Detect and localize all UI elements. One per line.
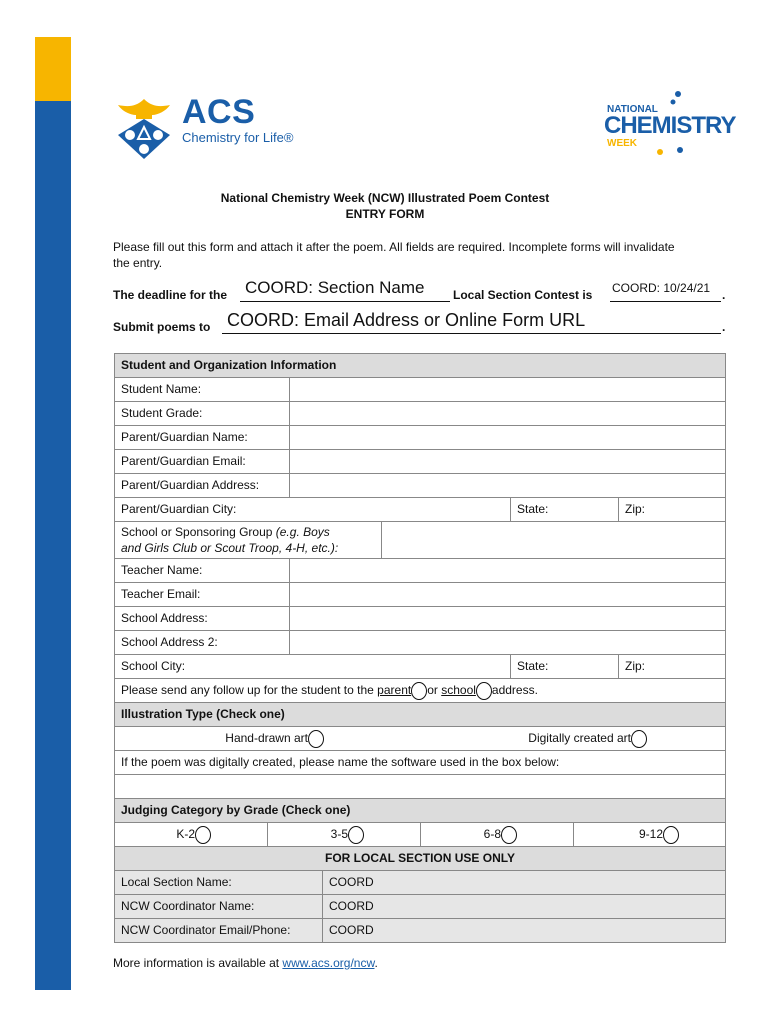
- row-school-group: [115, 522, 725, 559]
- deadline-section-underline: [240, 301, 450, 302]
- blue-stripe: [35, 101, 71, 990]
- parent-zip-input[interactable]: Zip:: [625, 502, 646, 516]
- row-local-section-name: [115, 871, 725, 895]
- local-section-header-label: FOR LOCAL SECTION USE ONLY: [324, 851, 516, 865]
- student-name-label: Student Name:: [121, 382, 202, 396]
- row-parent-city: [115, 498, 725, 522]
- form-title: [0, 190, 770, 222]
- coordinator-name-value[interactable]: COORD: [323, 895, 725, 918]
- parent-name-input[interactable]: [290, 426, 725, 449]
- school-group-input[interactable]: [382, 522, 725, 558]
- student-info-header: [115, 354, 725, 378]
- followup-school-radio[interactable]: [476, 682, 492, 700]
- row-software-prompt: [115, 751, 725, 775]
- yellow-stripe: [35, 37, 71, 101]
- followup-text: Please send any follow up for the student to the parent or school address.: [115, 679, 725, 702]
- software-input[interactable]: [115, 775, 725, 798]
- row-illustration-type: [115, 727, 725, 751]
- student-name-input[interactable]: [290, 378, 725, 401]
- parent-email-label: Parent/Guardian Email:: [121, 454, 246, 468]
- submit-destination-field[interactable]: COORD: Email Address or Online Form URL: [227, 310, 586, 330]
- row-coordinator-name: [115, 895, 725, 919]
- acs-emblem-icon: [112, 97, 176, 161]
- deadline-date-underline: [610, 301, 721, 302]
- local-section-header: [115, 847, 725, 871]
- teacher-email-input[interactable]: [290, 583, 725, 606]
- acs-ncw-link[interactable]: www.acs.org/ncw: [282, 956, 375, 970]
- submit-prefix: Submit poems to: [113, 320, 211, 334]
- instructions-text: Please fill out this form and attach it after the poem. All fields are required. Incomplete forms will invalidate the entry.: [113, 240, 675, 270]
- school-address2-label: School Address 2:: [121, 635, 218, 649]
- school-city-input[interactable]: School City:: [121, 659, 186, 673]
- student-grade-input[interactable]: [290, 402, 725, 425]
- acs-tagline: Chemistry for Life®: [182, 130, 294, 145]
- teacher-name-input[interactable]: [290, 559, 725, 582]
- row-teacher-email: [115, 583, 725, 607]
- row-school-city: [115, 655, 725, 679]
- coordinator-contact-label: NCW Coordinator Email/Phone:: [115, 919, 322, 942]
- parent-name-label: Parent/Guardian Name:: [121, 430, 248, 444]
- row-software-input: [115, 775, 725, 799]
- entry-table: [114, 353, 726, 943]
- coordinator-name-label: NCW Coordinator Name:: [115, 895, 322, 918]
- row-coordinator-contact: [115, 919, 725, 942]
- grade-option-9-12[interactable]: 9-12: [574, 823, 725, 846]
- ncw-week-text: WEEK: [607, 138, 637, 149]
- footer-text: More information is available at www.acs.org/ncw.: [113, 956, 378, 970]
- deadline-suffix: .: [722, 288, 726, 302]
- teacher-email-label: Teacher Email:: [121, 587, 201, 601]
- software-prompt: If the poem was digitally created, please name the software used in the box below:: [121, 755, 560, 769]
- ncw-logo: [604, 90, 734, 160]
- submit-underline: [222, 333, 721, 334]
- row-school-address: [115, 607, 725, 631]
- deadline-middle: Local Section Contest is: [453, 288, 593, 302]
- school-address2-input[interactable]: [290, 631, 725, 654]
- grade-3-5-radio[interactable]: [348, 826, 364, 844]
- grade-option-k2[interactable]: K-2: [115, 823, 267, 846]
- parent-state-input[interactable]: State:: [517, 502, 549, 516]
- acs-wordmark: ACS: [182, 93, 256, 131]
- ncw-chemistry-text: CHEMISTRY: [604, 112, 736, 139]
- row-parent-name: [115, 426, 725, 450]
- row-followup: [115, 679, 725, 703]
- digital-option[interactable]: Digitally created art: [420, 727, 725, 750]
- row-parent-address: [115, 474, 725, 498]
- acs-logo: [112, 93, 312, 161]
- deadline-prefix: The deadline for the: [113, 288, 228, 302]
- local-section-name-value[interactable]: COORD: [323, 871, 725, 894]
- hand-drawn-radio[interactable]: [308, 730, 324, 748]
- row-student-grade: [115, 402, 725, 426]
- parent-address-label: Parent/Guardian Address:: [121, 478, 260, 492]
- row-grades: [115, 823, 725, 847]
- deadline-date-field[interactable]: COORD: 10/24/21: [612, 281, 711, 295]
- judging-header-label: Judging Category by Grade (Check one): [121, 803, 351, 817]
- parent-email-input[interactable]: [290, 450, 725, 473]
- parent-address-input[interactable]: [290, 474, 725, 497]
- illustration-header: [115, 703, 725, 727]
- teacher-name-label: Teacher Name:: [121, 563, 203, 577]
- school-group-label: School or Sponsoring Group (e.g. Boys and Girls Club or Scout Troop, 4-H, etc.):: [121, 525, 339, 555]
- ncw-national-text: NATIONAL: [607, 104, 658, 115]
- parent-city-input[interactable]: Parent/Guardian City:: [121, 502, 237, 516]
- school-zip-input[interactable]: Zip:: [625, 659, 646, 673]
- school-address-label: School Address:: [121, 611, 208, 625]
- grade-9-12-radio[interactable]: [663, 826, 679, 844]
- followup-parent-radio[interactable]: [411, 682, 427, 700]
- school-address-input[interactable]: [290, 607, 725, 630]
- student-grade-label: Student Grade:: [121, 406, 203, 420]
- student-info-header-label: Student and Organization Information: [121, 358, 337, 372]
- judging-header: [115, 799, 725, 823]
- test-tube-icon: [656, 90, 686, 160]
- grade-6-8-radio[interactable]: [501, 826, 517, 844]
- illustration-header-label: Illustration Type (Check one): [121, 707, 285, 721]
- local-section-name-label: Local Section Name:: [115, 871, 322, 894]
- form-title-line1: National Chemistry Week (NCW) Illustrated Poem Contest: [220, 191, 550, 205]
- deadline-section-field[interactable]: COORD: Section Name: [245, 278, 425, 297]
- row-school-address2: [115, 631, 725, 655]
- grade-k2-radio[interactable]: [195, 826, 211, 844]
- grade-option-3-5[interactable]: 3-5: [268, 823, 420, 846]
- row-teacher-name: [115, 559, 725, 583]
- grade-option-6-8[interactable]: 6-8: [421, 823, 573, 846]
- digital-radio[interactable]: [631, 730, 647, 748]
- coordinator-contact-value[interactable]: COORD: [323, 919, 725, 942]
- form-title-line2: ENTRY FORM: [345, 207, 425, 221]
- submit-suffix: .: [722, 320, 726, 334]
- row-student-name: [115, 378, 725, 402]
- row-parent-email: [115, 450, 725, 474]
- school-state-input[interactable]: State:: [517, 659, 549, 673]
- hand-drawn-option[interactable]: Hand-drawn art: [115, 727, 420, 750]
